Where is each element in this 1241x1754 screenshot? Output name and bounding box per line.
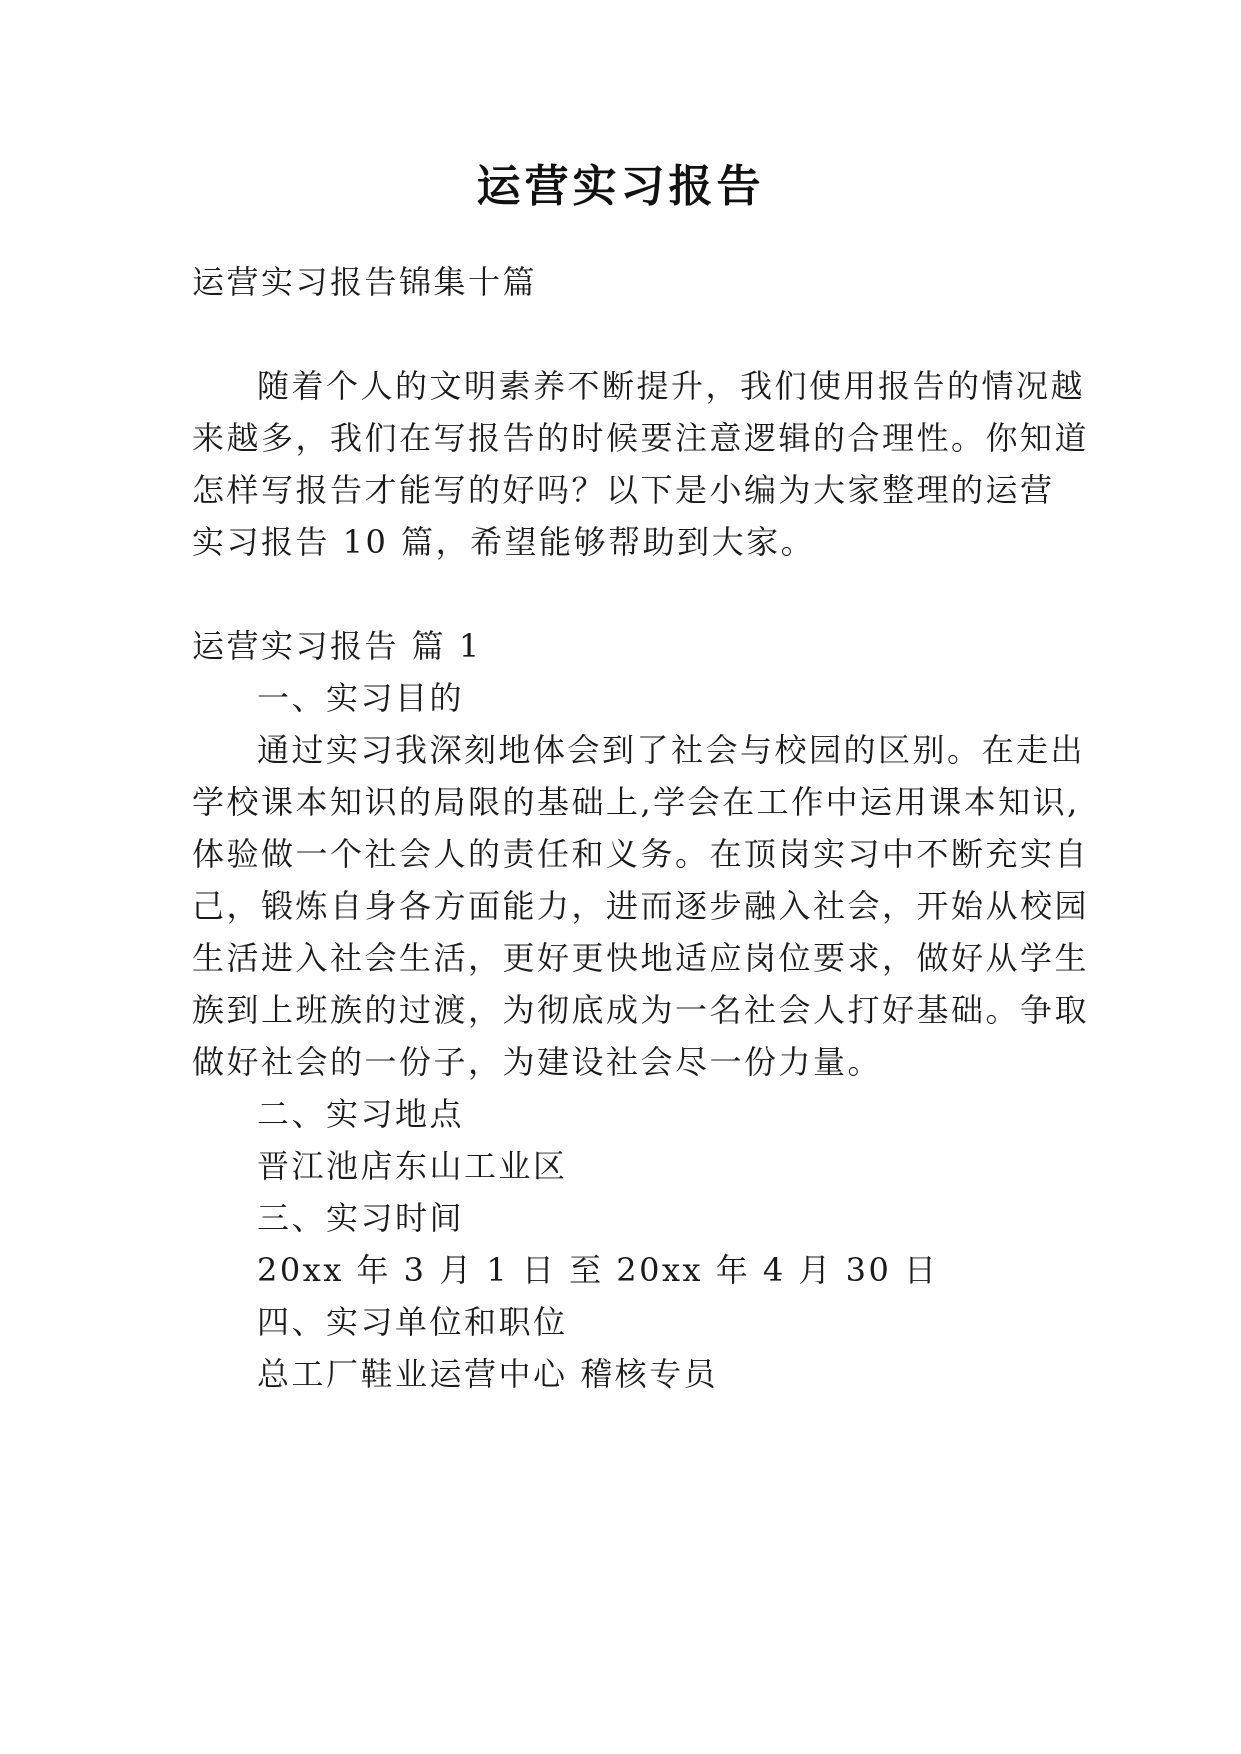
intro-line: 随着个人的文明素养不断提升，我们使用报告的情况越	[257, 367, 1086, 405]
paragraph-line: 族到上班族的过渡，为彻底成为一名社会人打好基础。争取	[192, 991, 1090, 1029]
item-heading: 二、实习地点	[257, 1095, 465, 1133]
document-title: 运营实习报告	[476, 161, 765, 212]
paragraph-line: 己，锻炼自身各方面能力，进而逐步融入社会，开始从校园	[192, 887, 1090, 925]
paragraph-line: 学校课本知识的局限的基础上,学会在工作中运用课本知识,	[192, 783, 1080, 821]
item-value: 晋江池店东山工业区	[257, 1147, 568, 1185]
item-heading: 四、实习单位和职位	[257, 1303, 568, 1341]
intro-line: 实习报告 10 篇，希望能够帮助到大家。	[192, 523, 816, 561]
paragraph-line: 体验做一个社会人的责任和义务。在顶岗实习中不断充实自	[192, 835, 1090, 873]
paragraph-line: 生活进入社会生活，更好更快地适应岗位要求，做好从学生	[192, 939, 1090, 977]
item-heading: 三、实习时间	[257, 1199, 465, 1237]
item-heading: 一、实习目的	[257, 679, 465, 717]
paragraph-line: 做好社会的一份子，为建设社会尽一份力量。	[192, 1043, 883, 1081]
item-value: 20xx 年 3 月 1 日 至 20xx 年 4 月 30 日	[257, 1251, 939, 1289]
section-heading: 运营实习报告 篇 1	[192, 627, 482, 665]
paragraph-line: 通过实习我深刻地体会到了社会与校园的区别。在走出	[257, 731, 1086, 769]
intro-line: 来越多，我们在写报告的时候要注意逻辑的合理性。你知道	[192, 419, 1090, 457]
item-value: 总工厂鞋业运营中心 稽核专员	[257, 1355, 719, 1393]
intro-line: 怎样写报告才能写的好吗？以下是小编为大家整理的运营	[192, 471, 1055, 509]
document-subtitle: 运营实习报告锦集十篇	[192, 263, 538, 301]
